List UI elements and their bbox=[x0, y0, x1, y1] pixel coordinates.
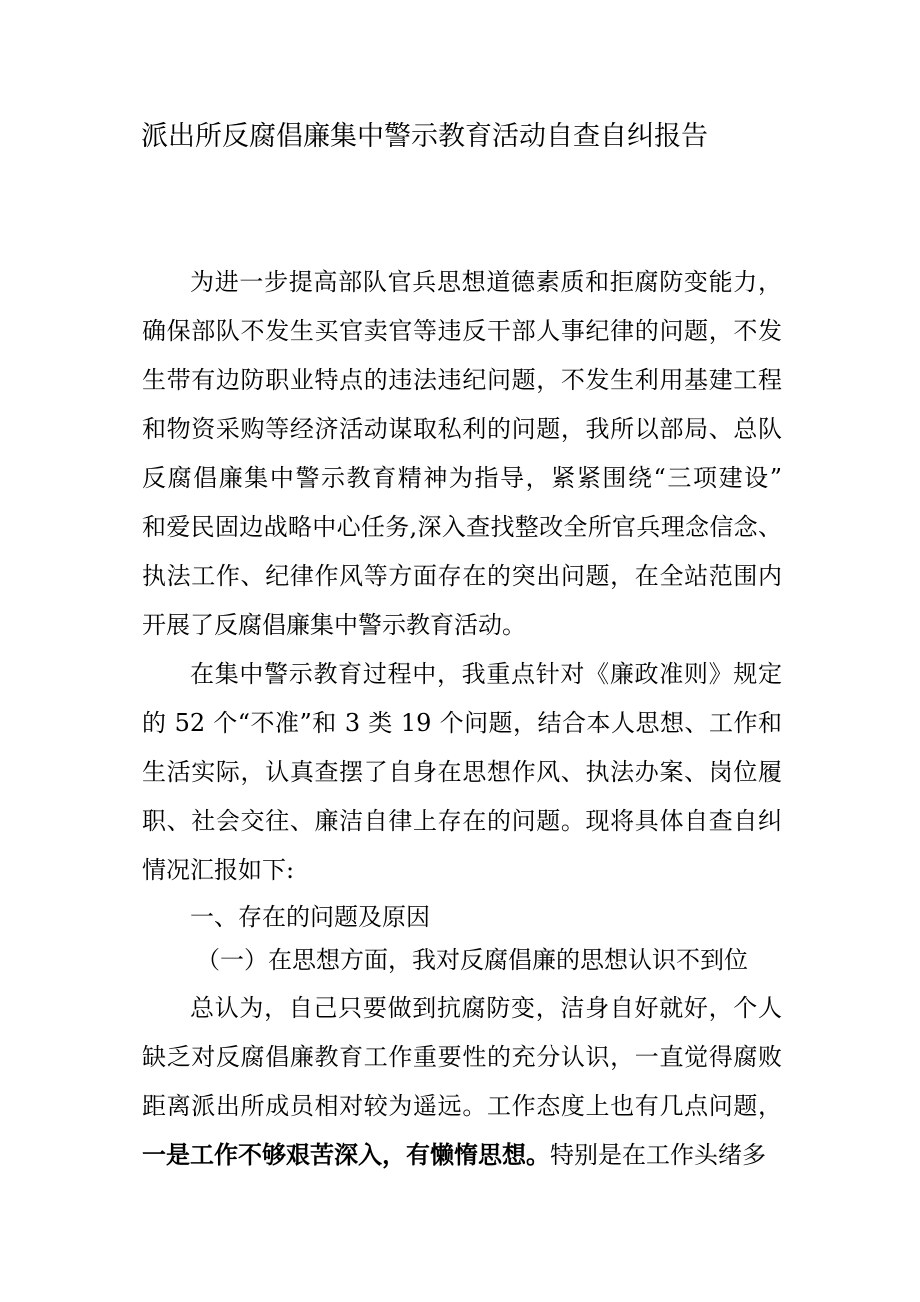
paragraph-2-line-5: 情况汇报如下: bbox=[142, 856, 295, 884]
paragraph-1-line-1: 为进一步提高部队官兵思想道德素质和拒腐防变能力， bbox=[190, 268, 782, 296]
paragraph-2-line-4: 职、社会交往、廉洁自律上存在的问题。现将具体自查自纠 bbox=[142, 807, 782, 835]
paragraph-1-line-2: 确保部队不发生买官卖官等违反干部人事纪律的问题，不发 bbox=[142, 317, 782, 345]
paragraph-1-line-4: 和物资采购等经济活动谋取私利的问题，我所以部局、总队 bbox=[142, 415, 782, 443]
paragraph-1-line-5: 反腐倡廉集中警示教育精神为指导，紧紧围绕“三项建设” bbox=[142, 464, 782, 492]
document-title: 派出所反腐倡廉集中警示教育活动自查自纠报告 bbox=[141, 121, 708, 152]
paragraph-2-line-3: 生活实际，认真查摆了自身在思想作风、执法办案、岗位履 bbox=[142, 758, 782, 786]
section-heading-2: （一）在思想方面，我对反腐倡廉的思想认识不到位 bbox=[196, 946, 748, 974]
paragraph-1-line-7: 执法工作、纪律作风等方面存在的突出问题，在全站范围内 bbox=[142, 562, 782, 590]
paragraph-2-line-2: 的 52 个“不准”和 3 类 19 个问题，结合本人思想、工作和 bbox=[142, 709, 782, 737]
paragraph-1-line-8: 开展了反腐倡廉集中警示教育活动。 bbox=[142, 611, 526, 639]
paragraph-3-line-4 bbox=[142, 1135, 782, 1175]
paragraph-1-line-6: 和爱民固边战略中心任务,深入查找整改全所官兵理念信念、 bbox=[142, 513, 782, 541]
paragraph-1-line-3: 生带有边防职业特点的违法违纪问题，不发生利用基建工程 bbox=[142, 366, 782, 394]
paragraph-3-continuation: 特别是在工作头绪多 bbox=[550, 1141, 766, 1169]
section-heading-1: 一、存在的问题及原因 bbox=[190, 903, 430, 931]
paragraph-3-line-2: 缺乏对反腐倡廉教育工作重要性的充分认识，一直觉得腐败 bbox=[142, 1043, 782, 1071]
paragraph-2-line-1: 在集中警示教育过程中，我重点针对《廉政准则》规定 bbox=[190, 660, 782, 688]
paragraph-3-line-3: 距离派出所成员相对较为遥远。工作态度上也有几点问题， bbox=[142, 1092, 782, 1120]
emphasis-text: 一是工作不够艰苦深入，有懒惰思想。 bbox=[142, 1140, 550, 1169]
paragraph-3-line-1: 总认为，自己只要做到抗腐防变，洁身自好就好，个人 bbox=[190, 994, 782, 1022]
